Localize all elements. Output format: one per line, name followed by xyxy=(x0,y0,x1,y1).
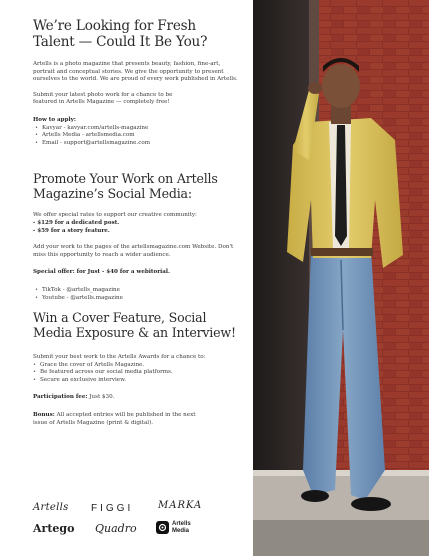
partner-logos xyxy=(33,500,203,546)
bonus-text: Bonus: All accepted entries will be published in the next issue of Artells Magazine (print & digital). xyxy=(33,412,196,426)
rate-story: - $59 for a story feature. xyxy=(33,227,110,234)
artells-logo: Artells xyxy=(33,502,69,513)
artells-media-logo: Artells Media xyxy=(156,521,191,534)
awards-item-interview: • Secure an exclusive interview. xyxy=(33,377,253,385)
awards-item-cover: • Grace the cover of Artells Magazine. xyxy=(33,362,253,370)
apply-item-media: • Artells Media - artellsmedia.com xyxy=(35,132,253,140)
figgi-logo: FIGGI xyxy=(91,503,134,514)
artego-logo: Artego xyxy=(33,522,75,535)
how-to-apply-label: How to apply: xyxy=(33,116,76,123)
awards-intro: Submit your best work to the Artells Awards for a chance to: xyxy=(33,354,206,361)
quadro-logo: Quadro xyxy=(95,522,137,535)
camera-icon xyxy=(156,521,169,534)
apply-list xyxy=(33,125,253,148)
apply-item-email: • Email - support@artellsmagazine.com xyxy=(35,140,253,148)
rate-post: - $129 for a dedicated post. xyxy=(33,219,120,226)
section2-title: Promote Your Work on Artells Magazine’s Social Media: xyxy=(33,171,218,202)
social-list xyxy=(33,287,253,302)
section3-title: Win a Cover Feature, Social Media Exposure & an Interview! xyxy=(33,310,236,341)
awards-list xyxy=(33,362,253,385)
website-text: Add your work to the pages of the artellsmagazine.com Website. Don't miss this opportunity to reach a wider audience. xyxy=(33,244,234,258)
marka-logo: MARKA xyxy=(158,500,203,511)
rates-intro: We offer special rates to support our creative community: xyxy=(33,212,197,219)
social-item-tiktok: • TikTok - @artells_magazine xyxy=(35,287,253,295)
awards-item-social: • Be featured across our social media platforms. xyxy=(33,369,253,377)
special-offer: Special offer: for Just - $40 for a webitorial. xyxy=(33,269,170,276)
apply-item-kavyar: • Kavyar - kavyar.com/artells-magazine xyxy=(35,125,253,133)
section1-intro: Artells is a photo magazine that presents beauty, fashion, fine-art, portrait and conceptual stories. We give the opportunity to present ourselves to the world. We are proud of every work published in Artells. xyxy=(33,61,238,83)
section1-title: We’re Looking for Fresh Talent — Could It Be You? xyxy=(33,18,208,50)
participation-fee: Participation fee: Just $30. xyxy=(33,394,115,401)
section1-submit: Submit your latest photo work for a chance to be featured in Artells Magazine — completely free! xyxy=(33,91,173,106)
social-item-youtube: • Youtube - @artells.magazine xyxy=(35,295,253,303)
model-photo xyxy=(253,0,429,556)
